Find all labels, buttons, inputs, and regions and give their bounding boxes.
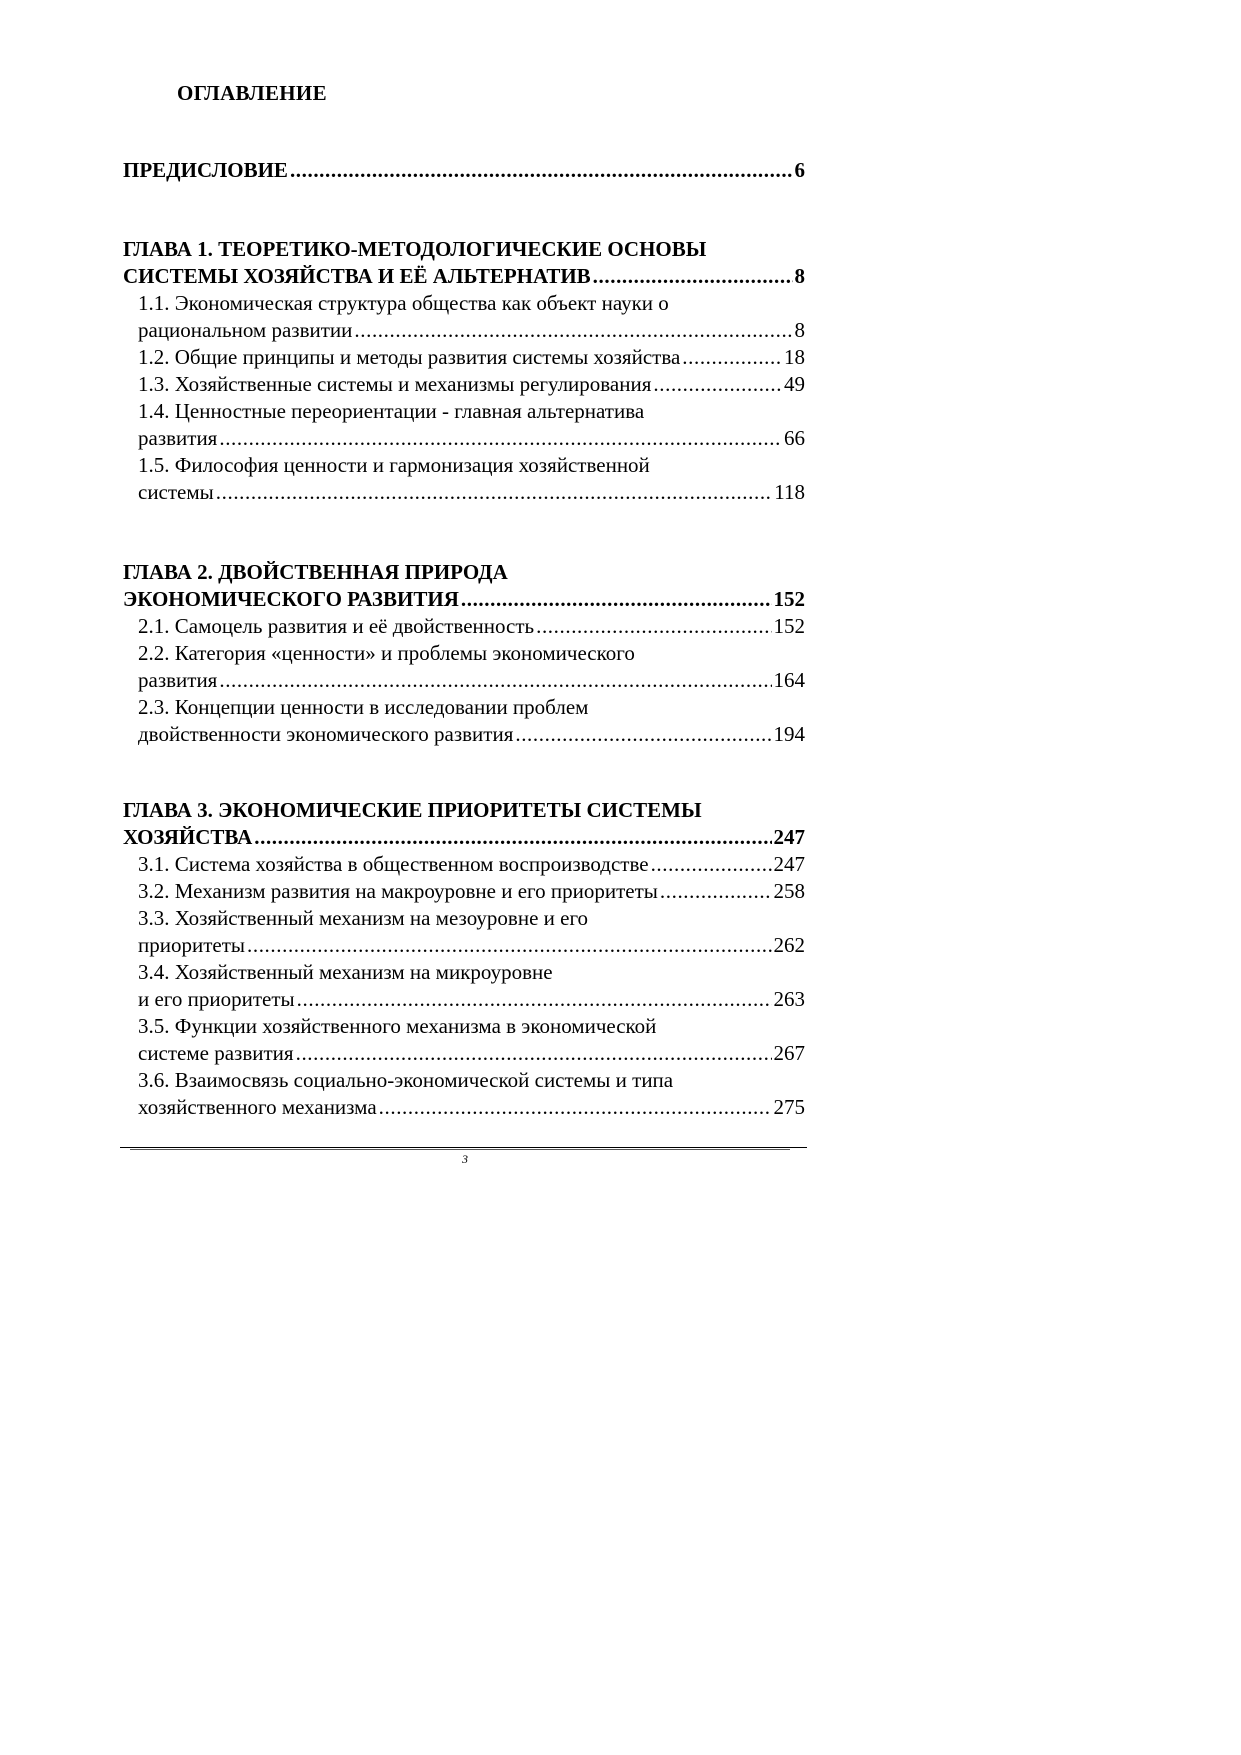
toc-entry-label: 3.2. Механизм развития на макроуровне и его приоритеты [138, 879, 658, 903]
toc-page-number: 8 [794, 318, 805, 342]
chapter-3-heading-end[interactable] [123, 824, 805, 851]
toc-entry-2-1[interactable] [138, 613, 805, 640]
toc-entry-label: ХОЗЯЙСТВА [123, 825, 253, 849]
toc-entry-label: системе развития [138, 1041, 294, 1065]
toc-page-number: 18 [784, 345, 805, 369]
toc-entry-label: 3.1. Система хозяйства в общественном воспроизводстве [138, 852, 649, 876]
page-title: ОГЛАВЛЕНИЕ [177, 81, 327, 105]
chapter-1-heading[interactable]: ГЛАВА 1. ТЕОРЕТИКО-МЕТОДОЛОГИЧЕСКИЕ ОСНОВЫ [123, 237, 707, 261]
dot-leader [536, 613, 771, 640]
toc-page-number: 66 [784, 426, 805, 450]
toc-entry-label: хозяйственного механизма [138, 1095, 377, 1119]
dot-leader [593, 263, 793, 290]
dot-leader [651, 851, 772, 878]
toc-entry-1-2[interactable] [138, 344, 805, 371]
toc-page-number: 263 [773, 987, 805, 1011]
toc-entry-label: ЭКОНОМИЧЕСКОГО РАЗВИТИЯ [123, 587, 459, 611]
toc-entry-label: развития [138, 668, 218, 692]
toc-page-number: 194 [773, 722, 805, 746]
toc-page-number: 262 [773, 933, 805, 957]
toc-page-number: 8 [794, 264, 805, 288]
footer-rule [120, 1147, 807, 1148]
toc-entry-1-4[interactable]: 1.4. Ценностные переориентации - главная альтернатива [138, 399, 645, 423]
toc-entry-2-3[interactable]: 2.3. Концепции ценности в исследовании проблем [138, 695, 589, 719]
dot-leader [354, 317, 792, 344]
dot-leader [379, 1094, 772, 1121]
toc-entry-label: двойственности экономического развития [138, 722, 514, 746]
dot-leader [461, 586, 772, 613]
toc-entry-3-2[interactable] [138, 878, 805, 905]
toc-page-number: 152 [773, 614, 805, 638]
toc-page-number: 6 [794, 158, 805, 182]
toc-entry-1-1-end[interactable] [138, 317, 805, 344]
dot-leader [219, 667, 771, 694]
toc-entry-label: 1.3. Хозяйственные системы и механизмы регулирования [138, 372, 652, 396]
toc-entry-1-3[interactable] [138, 371, 805, 398]
toc-page-number: 118 [774, 480, 805, 504]
toc-entry-3-5[interactable]: 3.5. Функции хозяйственного механизма в экономической [138, 1014, 657, 1038]
toc-entry-3-4[interactable]: 3.4. Хозяйственный механизм на микроуровне [138, 960, 553, 984]
toc-entry-label: приоритеты [138, 933, 245, 957]
toc-entry-1-4-end[interactable] [138, 425, 805, 452]
toc-entry-label: рациональном развитии [138, 318, 353, 342]
dot-leader [216, 479, 772, 506]
toc-entry-label: системы [138, 480, 214, 504]
dot-leader [660, 878, 772, 905]
toc-entry-1-1[interactable]: 1.1. Экономическая структура общества как объект науки о [138, 291, 669, 315]
toc-entry-2-2[interactable]: 2.2. Категория «ценности» и проблемы экономического [138, 641, 635, 665]
dot-leader [297, 986, 772, 1013]
toc-entry-label: и его приоритеты [138, 987, 295, 1011]
toc-entry-3-4-end[interactable] [138, 986, 805, 1013]
toc-entry-3-5-end[interactable] [138, 1040, 805, 1067]
toc-entry-label: 2.1. Самоцель развития и её двойственность [138, 614, 535, 638]
dot-leader [682, 344, 782, 371]
toc-page-number: 247 [773, 852, 805, 876]
chapter-1-heading-end[interactable] [123, 263, 805, 290]
chapter-2-heading[interactable]: ГЛАВА 2. ДВОЙСТВЕННАЯ ПРИРОДА [123, 560, 508, 584]
toc-entry-3-1[interactable] [138, 851, 805, 878]
toc-entry-label: 1.2. Общие принципы и методы развития системы хозяйства [138, 345, 681, 369]
toc-entry-3-6[interactable]: 3.6. Взаимосвязь социально-экономической системы и типа [138, 1068, 674, 1092]
toc-entry-preface[interactable] [123, 157, 805, 184]
toc-page-number: 164 [773, 668, 805, 692]
toc-page-number: 275 [773, 1095, 805, 1119]
toc-entry-3-3[interactable]: 3.3. Хозяйственный механизм на мезоуровне и его [138, 906, 589, 930]
toc-entry-1-5-end[interactable] [138, 479, 805, 506]
toc-page-number: 247 [773, 825, 805, 849]
dot-leader [247, 932, 772, 959]
chapter-3-heading[interactable]: ГЛАВА 3. ЭКОНОМИЧЕСКИЕ ПРИОРИТЕТЫ СИСТЕМЫ [123, 798, 702, 822]
dot-leader [653, 371, 782, 398]
footer-rule-shadow [130, 1149, 790, 1150]
toc-page-number: 49 [784, 372, 805, 396]
dot-leader [296, 1040, 772, 1067]
toc-entry-label: СИСТЕМЫ ХОЗЯЙСТВА И ЕЁ АЛЬТЕРНАТИВ [123, 264, 591, 288]
chapter-2-heading-end[interactable] [123, 586, 805, 613]
dot-leader [290, 157, 793, 184]
toc-entry-1-5[interactable]: 1.5. Философия ценности и гармонизация хозяйственной [138, 453, 650, 477]
toc-entry-2-3-end[interactable] [138, 721, 805, 748]
toc-entry-2-2-end[interactable] [138, 667, 805, 694]
toc-entry-label: ПРЕДИСЛОВИЕ [123, 158, 288, 182]
toc-entry-label: развития [138, 426, 218, 450]
toc-page-number: 267 [773, 1041, 805, 1065]
dot-leader [219, 425, 782, 452]
toc-entry-3-6-end[interactable] [138, 1094, 805, 1121]
dot-leader [254, 824, 771, 851]
toc-page-number: 258 [773, 879, 805, 903]
toc-page-number: 152 [773, 587, 805, 611]
page-number: 3 [462, 1152, 468, 1166]
toc-entry-3-3-end[interactable] [138, 932, 805, 959]
dot-leader [515, 721, 771, 748]
